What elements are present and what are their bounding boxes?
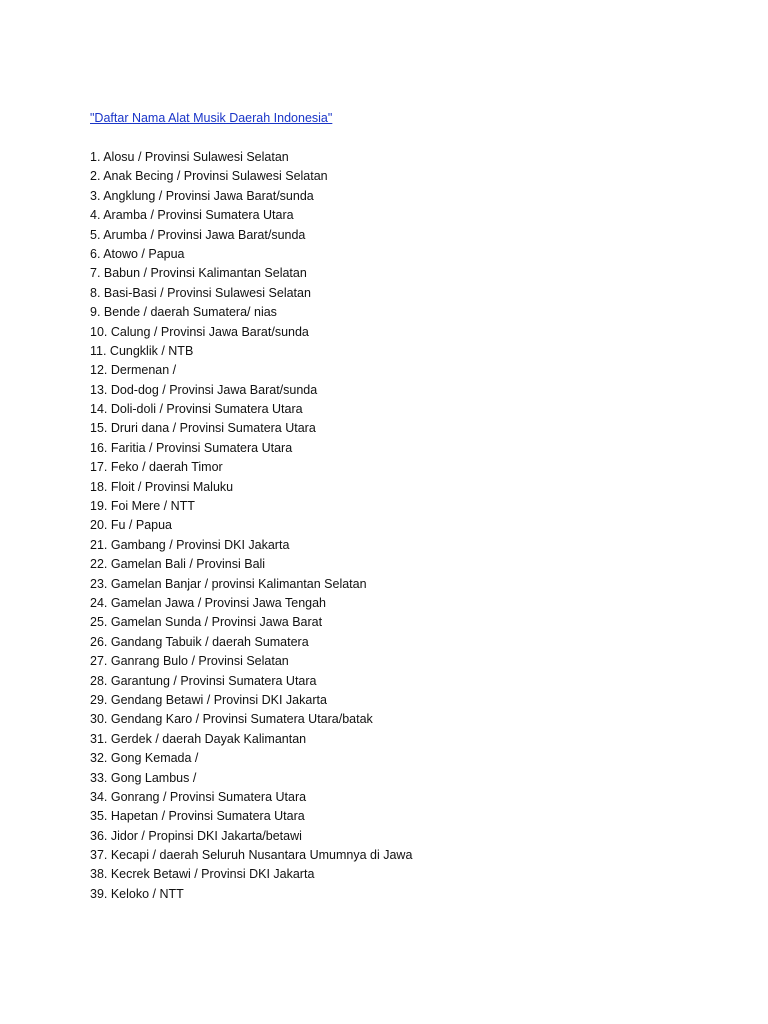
list-item: 17. Feko / daerah Timor: [90, 460, 223, 475]
list-item: 16. Faritia / Provinsi Sumatera Utara: [90, 440, 293, 455]
list-item: 28. Garantung / Provinsi Sumatera Utara: [90, 673, 317, 688]
list-item: 6. Atowo / Papua: [90, 246, 185, 261]
list-item: 26. Gandang Tabuik / daerah Sumatera: [90, 634, 309, 649]
list-item: 29. Gendang Betawi / Provinsi DKI Jakarta: [90, 692, 327, 707]
list-item: 9. Bende / daerah Sumatera/ nias: [90, 305, 277, 320]
list-item: 21. Gambang / Provinsi DKI Jakarta: [90, 537, 290, 552]
list-item: 25. Gamelan Sunda / Provinsi Jawa Barat: [90, 615, 323, 630]
list-item: 39. Keloko / NTT: [90, 886, 184, 901]
list-item: 7. Babun / Provinsi Kalimantan Selatan: [90, 266, 307, 281]
list-item: 27. Ganrang Bulo / Provinsi Selatan: [90, 654, 289, 669]
list-item: 24. Gamelan Jawa / Provinsi Jawa Tengah: [90, 595, 327, 610]
list-item: 36. Jidor / Propinsi DKI Jakarta/betawi: [90, 828, 302, 843]
list-item: 18. Floit / Provinsi Maluku: [90, 479, 234, 494]
list-item: 15. Druri dana / Provinsi Sumatera Utara: [90, 421, 316, 436]
list-item: 30. Gendang Karo / Provinsi Sumatera Utara/batak: [90, 712, 373, 727]
list-item: 22. Gamelan Bali / Provinsi Bali: [90, 557, 266, 572]
list-item: 14. Doli-doli / Provinsi Sumatera Utara: [90, 402, 303, 417]
list-item: 34. Gonrang / Provinsi Sumatera Utara: [90, 789, 307, 804]
list-item: 5. Arumba / Provinsi Jawa Barat/sunda: [90, 227, 306, 242]
list-item: 23. Gamelan Banjar / provinsi Kalimantan Selatan: [90, 576, 367, 591]
list-item: 33. Gong Lambus /: [90, 770, 197, 785]
list-item: 38. Kecrek Betawi / Provinsi DKI Jakarta: [90, 867, 315, 882]
list-item: 31. Gerdek / daerah Dayak Kalimantan: [90, 731, 307, 746]
list-item: 12. Dermenan /: [90, 363, 177, 378]
document-title-link[interactable]: "Daftar Nama Alat Musik Daerah Indonesia": [90, 111, 333, 125]
list-item: 2. Anak Becing / Provinsi Sulawesi Selatan: [90, 169, 328, 184]
list-item: 1. Alosu / Provinsi Sulawesi Selatan: [90, 150, 289, 164]
list-item: 20. Fu / Papua: [90, 518, 173, 533]
list-item: 32. Gong Kemada /: [90, 751, 199, 766]
list-item: 10. Calung / Provinsi Jawa Barat/sunda: [90, 324, 309, 339]
list-item: 8. Basi-Basi / Provinsi Sulawesi Selatan: [90, 285, 311, 300]
list-item: 11. Cungklik / NTB: [90, 343, 194, 358]
list-item: 3. Angklung / Provinsi Jawa Barat/sunda: [90, 188, 314, 203]
list-item: 35. Hapetan / Provinsi Sumatera Utara: [90, 809, 305, 824]
list-item: 13. Dod-dog / Provinsi Jawa Barat/sunda: [90, 382, 318, 397]
list-item: 4. Aramba / Provinsi Sumatera Utara: [90, 208, 294, 223]
instrument-list: [90, 148, 412, 904]
list-item: 19. Foi Mere / NTT: [90, 499, 195, 514]
list-item: 37. Kecapi / daerah Seluruh Nusantara Umumnya di Jawa: [90, 848, 413, 863]
